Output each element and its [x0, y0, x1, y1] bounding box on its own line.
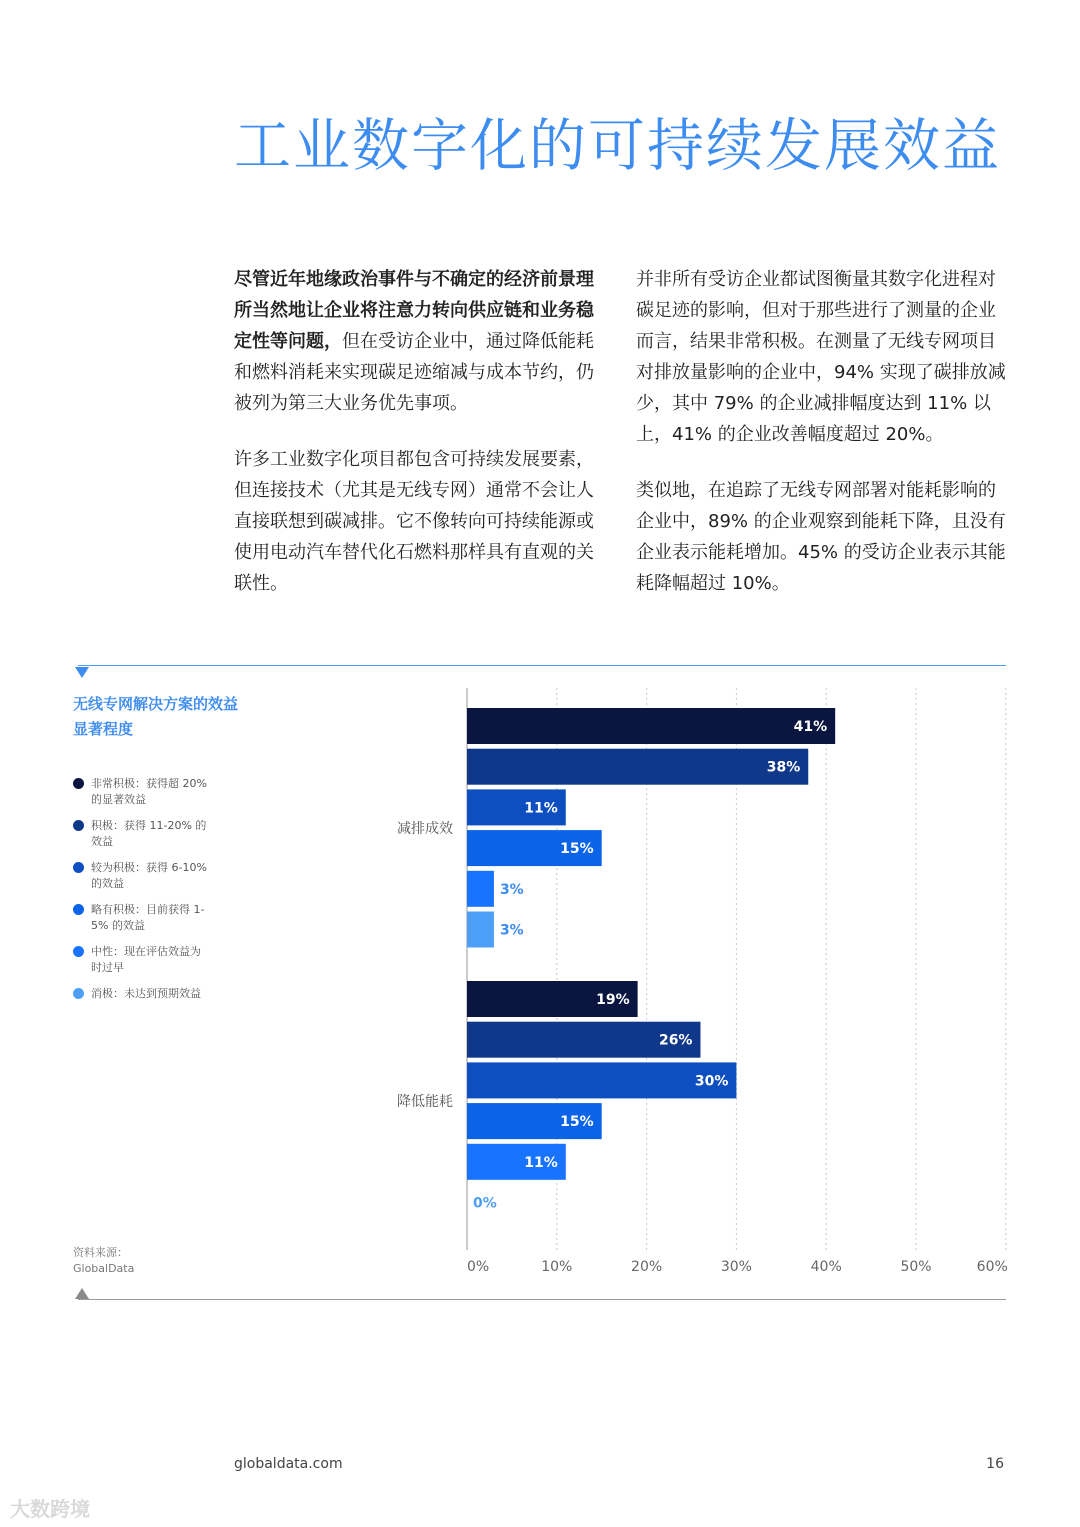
- page-title: 工业数字化的可持续发展效益: [234, 113, 1001, 179]
- legend-label: 非常积极：获得超 20% 的显著效益: [91, 777, 207, 806]
- chart-title: 无线专网解决方案的效益显著程度: [73, 695, 239, 738]
- x-tick-label: 20%: [631, 1259, 663, 1275]
- page-number: 16: [986, 1456, 1004, 1472]
- source-label: 资料来源：: [73, 1246, 128, 1259]
- bar-value-label: 11%: [524, 1154, 558, 1171]
- bar-value-label: 19%: [596, 992, 630, 1008]
- legend-label: 较为积极：获得 6-10% 的效益: [91, 861, 207, 890]
- source-value: GlobalData: [73, 1262, 135, 1275]
- watermark: 大数跨境: [10, 1497, 90, 1521]
- bar-value-label: 11%: [524, 800, 558, 817]
- x-tick-label: 40%: [810, 1259, 842, 1275]
- x-tick-label: 60%: [976, 1259, 1008, 1275]
- bar-value-label: 26%: [658, 1032, 693, 1049]
- right-paragraph-1: 并非所有受访企业都试图衡量其数字化进程对碳足迹的影响，但对于那些进行了测量的企业而言，结果非常积极。在测量了无线专网项目对排放量影响的企业中，94% 实现了碳排放减少，其中 79% 的企业减排幅度达到 11% 以上，41% 的企业改善幅度超过 20%。: [636, 269, 1006, 445]
- bar-value-label: 15%: [560, 1114, 594, 1131]
- chart-bottom-rule: [78, 1299, 1006, 1300]
- legend-label: 中性：现在评估效益为时过早: [91, 945, 201, 974]
- x-tick-label: 10%: [541, 1259, 573, 1275]
- bar-value-label: 15%: [560, 841, 594, 858]
- bar-value-label: 38%: [766, 759, 801, 776]
- legend-label: 积极：获得 11-20% 的效益: [91, 819, 207, 848]
- x-tick-label: 30%: [720, 1259, 752, 1275]
- bar: [467, 871, 494, 907]
- footer-url[interactable]: globaldata.com: [234, 1456, 343, 1472]
- bar-value-label: 30%: [694, 1073, 729, 1090]
- category-label: 降低能耗: [397, 1093, 453, 1110]
- category-label: 减排成效: [397, 820, 453, 837]
- left-paragraph-2: 许多工业数字化项目都包含可持续发展要素，但连接技术（尤其是无线专网）通常不会让人直接联想到碳减排。它不像转向可持续能源或使用电动汽车替代化石燃料那样具有直观的关联性。: [234, 449, 594, 594]
- bar: [467, 912, 494, 948]
- bar-value-label: 3%: [499, 881, 524, 898]
- left-paragraph-1-bold: 尽管近年地缘政治事件与不确定的经济前景理所当然地让企业将注意力转向供应链和业务稳定性等问题，: [234, 269, 594, 352]
- x-tick-label: 50%: [900, 1259, 932, 1275]
- bar-value-label: 0%: [473, 1195, 497, 1212]
- left-paragraph-1-rest: 但在受访企业中，通过降低能耗和燃料消耗来实现碳足迹缩减与成本节约，仍被列为第三大业务优先事项。: [234, 331, 594, 414]
- x-tick-label: 0%: [467, 1259, 490, 1275]
- triangle-up-icon: [75, 1288, 89, 1299]
- legend-label: 消极：未达到预期效益: [91, 987, 201, 1000]
- bar-value-label: 41%: [793, 719, 828, 735]
- bar-value-label: 3%: [499, 922, 524, 939]
- bar: [467, 708, 835, 744]
- bar: [467, 749, 808, 785]
- right-paragraph-2: 类似地，在追踪了无线专网部署对能耗影响的企业中，89% 的企业观察到能耗下降，且没有企业表示能耗增加。45% 的受访企业表示其能耗降幅超过 10%。: [636, 480, 1006, 594]
- legend-label: 略有积极：目前获得 1-5% 的效益: [91, 903, 205, 932]
